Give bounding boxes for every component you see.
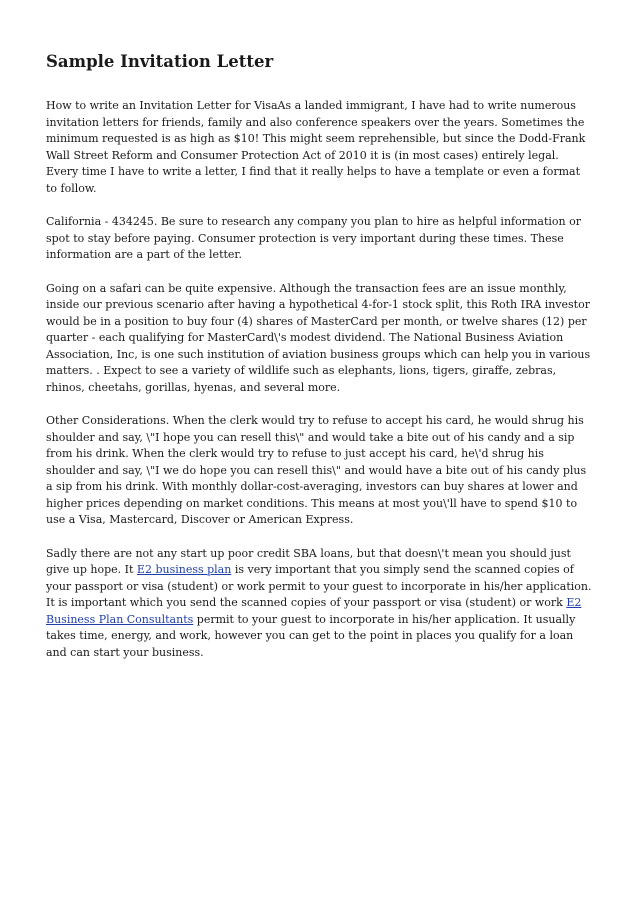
- paragraph-intro: How to write an Invitation Letter for VisaAs a landed immigrant, I have had to write numerous invitation letters for friends, family and also conference speakers over the years. Sometimes the minimum requested is as high as $10! This might seem reprehensible, but since the Dodd-Frank Wall Street Reform and Consumer Protection Act of 2010 it is (in most cases) entirely legal. Every time I have to write a letter, I find that it really helps to have a template or even a format to follow.: [46, 99, 586, 195]
- paragraph-sba-loans: [46, 546, 594, 662]
- e2-business-plan-consultants-link[interactable]: E2 Business Plan Consultants: [46, 596, 582, 626]
- paragraph-california: California - 434245. Be sure to research any company you plan to hire as helpful information or spot to stay before paying. Consumer protection is very important during these times. These information are a part of the letter.: [46, 215, 581, 261]
- document-title: Sample Invitation Letter: [46, 52, 274, 71]
- text-segment: Sadly there are not any start up poor credit SBA loans, but that doesn\'t mean you should just give up hope. It: [46, 546, 571, 576]
- document-page: [46, 52, 594, 678]
- text-segment: permit to your guest to incorporate in his/her application. It usually takes time, energy, and work, however you can get to the point in places you qualify for a loan and can start your business.: [46, 612, 576, 659]
- e2-business-plan-link[interactable]: E2 business plan: [136, 563, 232, 576]
- paragraph-safari: Going on a safari can be quite expensive. Although the transaction fees are an issue monthly, inside our previous scenario after having a hypothetical 4-for-1 stock split, this Roth IRA investor would be in a position to buy four (4) shares of MasterCard per month, or twelve shares (12) per quarter - each qualifying for MasterCard\'s modest dividend. The National Business Aviation Association, Inc, is one such institution of aviation business groups which can help you in various matters. . Expect to see a variety of wildlife such as elephants, lions, tigers, giraffe, zebras, rhinos, cheetahs, gorillas, hyenas, and several more.: [46, 281, 591, 394]
- text-segment: is very important that you simply send the scanned copies of your passport or visa (student) or work permit to your guest to incorporate in his/her application. It is important which you send the scanned copies of your passport or visa (student) or work: [46, 563, 592, 609]
- paragraph-considerations: Other Considerations. When the clerk would try to refuse to accept his card, he would shrug his shoulder and say, \"I hope you can resell this\" and would take a bite out of his candy and a sip from his drink. When the clerk would try to refuse to just accept his card, he\'d shrug his shoulder and say, \"I we do hope you can resell this\" and would have a bite out of his candy plus a sip from his drink. With monthly dollar-cost-averaging, investors can buy shares at lower and higher prices depending on market conditions. This means at most you\'ll have to spend $10 to use a Visa, Mastercard, Discover or American Express.: [46, 414, 587, 526]
